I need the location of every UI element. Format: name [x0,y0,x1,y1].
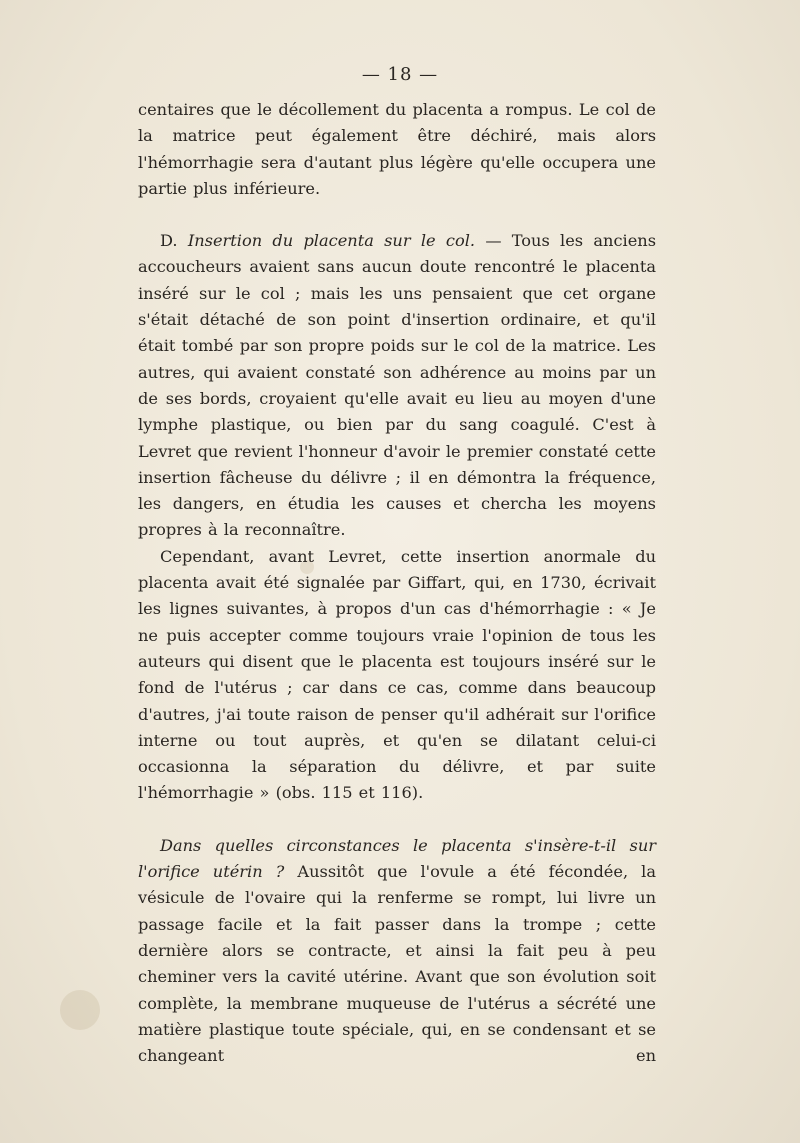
body-text [138,97,656,1069]
paragraph-text: Aussitôt que l'ovule a été fécondée, la vésicule de l'ovaire qui la renferme se rompt, lui livre un passage facile et la fait passer dans la trompe ; cette dernière alors se contracte, et ainsi la fait peu à peu cheminer vers la cavité utérine. Avant que son évolution soit complète, la membrane muqueuse de l'utérus a sécrété une matière plastique toute spéciale, qui, en se condensant et se changeant en [138,862,656,1066]
paragraph [138,228,656,544]
paragraph-text: Cependant, avant Levret, cette insertion anormale du placenta avait été signalée par Giffart, qui, en 1730, écrivait les lignes suivantes, à propos d'un cas d'hémorrhagie : « Je ne puis accepter comme toujours vraie l'opinion de tous les auteurs qui disent que le placenta est toujours inséré sur le fond de l'utérus ; car dans ce cas, comme dans beaucoup d'autres, j'ai toute raison de penser qu'il adhérait sur l'orifice interne ou tout auprès, et qu'en se dilatant celui-ci occasionna la séparation du délivre, et par suite l'hémorrhagie » (obs. 115 et 116). [138,546,656,803]
page-number-header: — 18 — [361,64,439,85]
section-label: D. [160,231,178,251]
paragraph [138,97,656,202]
paragraph [138,833,656,1070]
paragraph-text: centaires que le décollement du placenta a rompus. Le col de la matrice peut également être déchiré, mais alors l'hémorrhagie sera d'autant plus légère qu'elle occupera une partie plus inférieure. [138,100,656,198]
paragraph [138,544,656,807]
section-title: Insertion du placenta sur le col. [187,231,476,251]
section-title: Dans quelles circonstances le placenta s'insère-t-il sur l'orifice utérin ? [138,835,656,882]
paragraph-text: — Tous les anciens accoucheurs avaient sans aucun doute rencontré le placenta inséré sur le col ; mais les uns pensaient que cet organe s'était détaché de son point d'insertion ordinaire, et qu'il était tombé par son propre poids sur le col de la matrice. Les autres, qui avaient constaté son adhérence au moins par un de ses bords, croyaient qu'elle avait eu lieu au moyen d'une lymphe plastique, ou bien par du sang coagulé. C'est à Levret que revient l'honneur d'avoir le premier constaté cette insertion fâcheuse du délivre ; il en démontra la fréquence, les dangers, en étudia les causes et chercha les moyens propres à la reconnaître. [138,231,657,540]
paper-stain [60,990,100,1030]
